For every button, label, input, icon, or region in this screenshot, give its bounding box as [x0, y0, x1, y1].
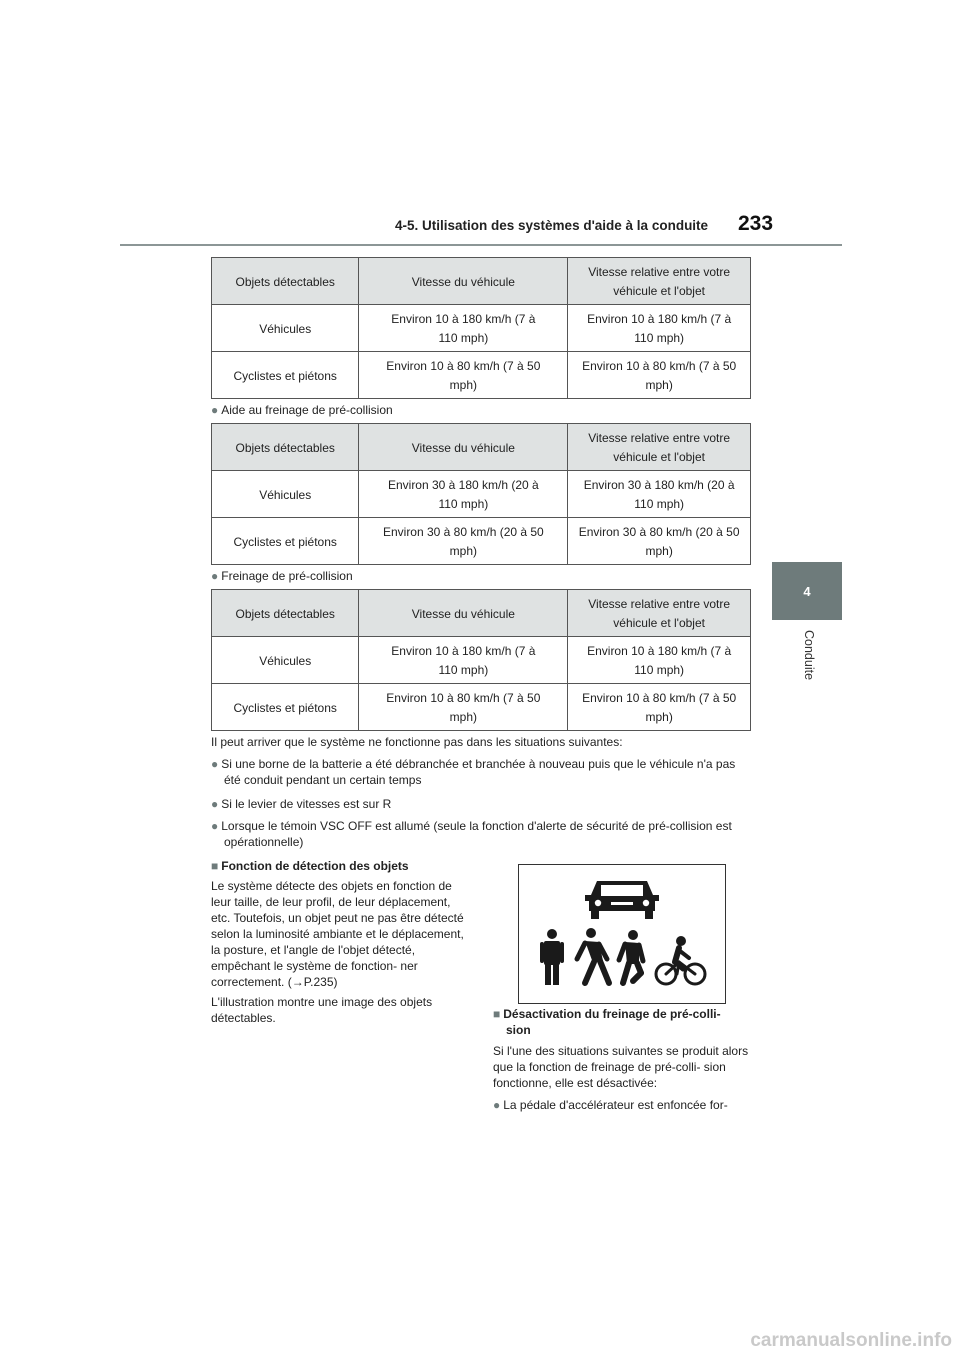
table-cell: Environ 10 à 80 km/h (7 à 50 mph) [359, 684, 568, 731]
speed-table-brake-assist [211, 423, 751, 565]
table-cell: Cyclistes et piétons [212, 352, 359, 399]
detection-heading: ■ Fonction de détection des objets [211, 859, 409, 873]
car-icon [585, 881, 659, 919]
header-relative-speed: Vitesse relative entre votre véhicule et l'objet [568, 424, 751, 471]
chapter-label: Conduite [802, 630, 816, 681]
table-cell: Cyclistes et piétons [212, 518, 359, 565]
table-cell: Environ 30 à 80 km/h (20 à 50 mph) [568, 518, 751, 565]
illustration-svg [519, 865, 725, 1003]
page-number: 233 [738, 212, 774, 235]
situations-intro: Il peut arriver que le système ne fonctionne pas dans les situations suivantes: [211, 735, 623, 749]
cyclist-icon [656, 936, 705, 984]
situation-item: ● Si le levier de vitesses est sur R [211, 797, 392, 811]
table-cell: Véhicules [212, 471, 359, 518]
header-objects: Objets détectables [212, 424, 359, 471]
speed-table-alert [211, 257, 751, 399]
header-relative-speed: Vitesse relative entre votre véhicule et l'objet [568, 258, 751, 305]
table-cell: Environ 10 à 180 km/h (7 à 110 mph) [568, 637, 751, 684]
pedestrian-running-icon [619, 930, 643, 983]
deactivation-bullet: ● La pédale d'accélérateur est enfoncée for- [493, 1098, 728, 1112]
table-row [212, 305, 751, 352]
situation-item: ● Si une borne de la batterie a été débranchée et branchée à nouveau puis que le véhicule n'a pas été conduit pendant un certain temps [211, 757, 736, 787]
illustration-note: L'illustration montre une image des objets détectables. [211, 995, 433, 1025]
header-vehicle-speed: Vitesse du véhicule [359, 258, 568, 305]
table-row [212, 518, 751, 565]
table-cell: Environ 10 à 180 km/h (7 à 110 mph) [568, 305, 751, 352]
chapter-number: 4 [803, 583, 811, 599]
watermark: carmanualsonline.info [750, 1330, 952, 1351]
situation-item: ● Lorsque le témoin VSC OFF est allumé (seule la fonction d'alerte de sécurité de pré-collision est opérationnelle) [211, 819, 732, 849]
table-cell: Environ 10 à 80 km/h (7 à 50 mph) [568, 352, 751, 399]
detectable-objects-illustration [518, 864, 726, 1004]
detection-body: Le système détecte des objets en fonction de leur taille, de leur profil, de leur déplacement, etc. Toutefois, un objet peut ne pas être détecté selon la luminosité ambiante et le déplacement, la posture, et l'angle de l'objet détecté, empêchant le système de fonction- ner correctement. (→P.235) [211, 879, 464, 989]
table-cell: Environ 10 à 180 km/h (7 à 110 mph) [359, 637, 568, 684]
table-row [212, 684, 751, 731]
speed-table-braking [211, 589, 751, 731]
table-cell: Véhicules [212, 305, 359, 352]
header-relative-speed: Vitesse relative entre votre véhicule et l'objet [568, 590, 751, 637]
header-objects: Objets détectables [212, 258, 359, 305]
bullet-freinage: ● Freinage de pré-collision [211, 569, 353, 583]
deactivation-body: Si l'une des situations suivantes se produit alors que la fonction de freinage de pré-colli- sion fonctionne, elle est désactivée: [493, 1044, 749, 1090]
table-cell: Cyclistes et piétons [212, 684, 359, 731]
table-row [212, 352, 751, 399]
header-objects: Objets détectables [212, 590, 359, 637]
table-cell: Environ 30 à 180 km/h (20 à 110 mph) [568, 471, 751, 518]
header-divider [120, 244, 842, 246]
table-row [212, 471, 751, 518]
bullet-aide-freinage: ● Aide au freinage de pré-collision [211, 403, 393, 417]
table-header-row [212, 258, 751, 305]
pedestrian-walking-icon [577, 928, 609, 983]
table-cell: Environ 30 à 80 km/h (20 à 50 mph) [359, 518, 568, 565]
deactivation-heading: ■ Désactivation du freinage de pré-colli- sion [493, 1007, 721, 1037]
table-row [212, 637, 751, 684]
table-cell: Environ 10 à 80 km/h (7 à 50 mph) [568, 684, 751, 731]
chapter-tab [772, 562, 842, 620]
table-header-row [212, 424, 751, 471]
table-header-row [212, 590, 751, 637]
section-title: 4-5. Utilisation des systèmes d'aide à la conduite [395, 218, 709, 233]
header-vehicle-speed: Vitesse du véhicule [359, 590, 568, 637]
pedestrian-standing-icon [540, 929, 564, 985]
table-cell: Environ 10 à 180 km/h (7 à 110 mph) [359, 305, 568, 352]
table-cell: Environ 10 à 80 km/h (7 à 50 mph) [359, 352, 568, 399]
header-vehicle-speed: Vitesse du véhicule [359, 424, 568, 471]
table-cell: Véhicules [212, 637, 359, 684]
table-cell: Environ 30 à 180 km/h (20 à 110 mph) [359, 471, 568, 518]
